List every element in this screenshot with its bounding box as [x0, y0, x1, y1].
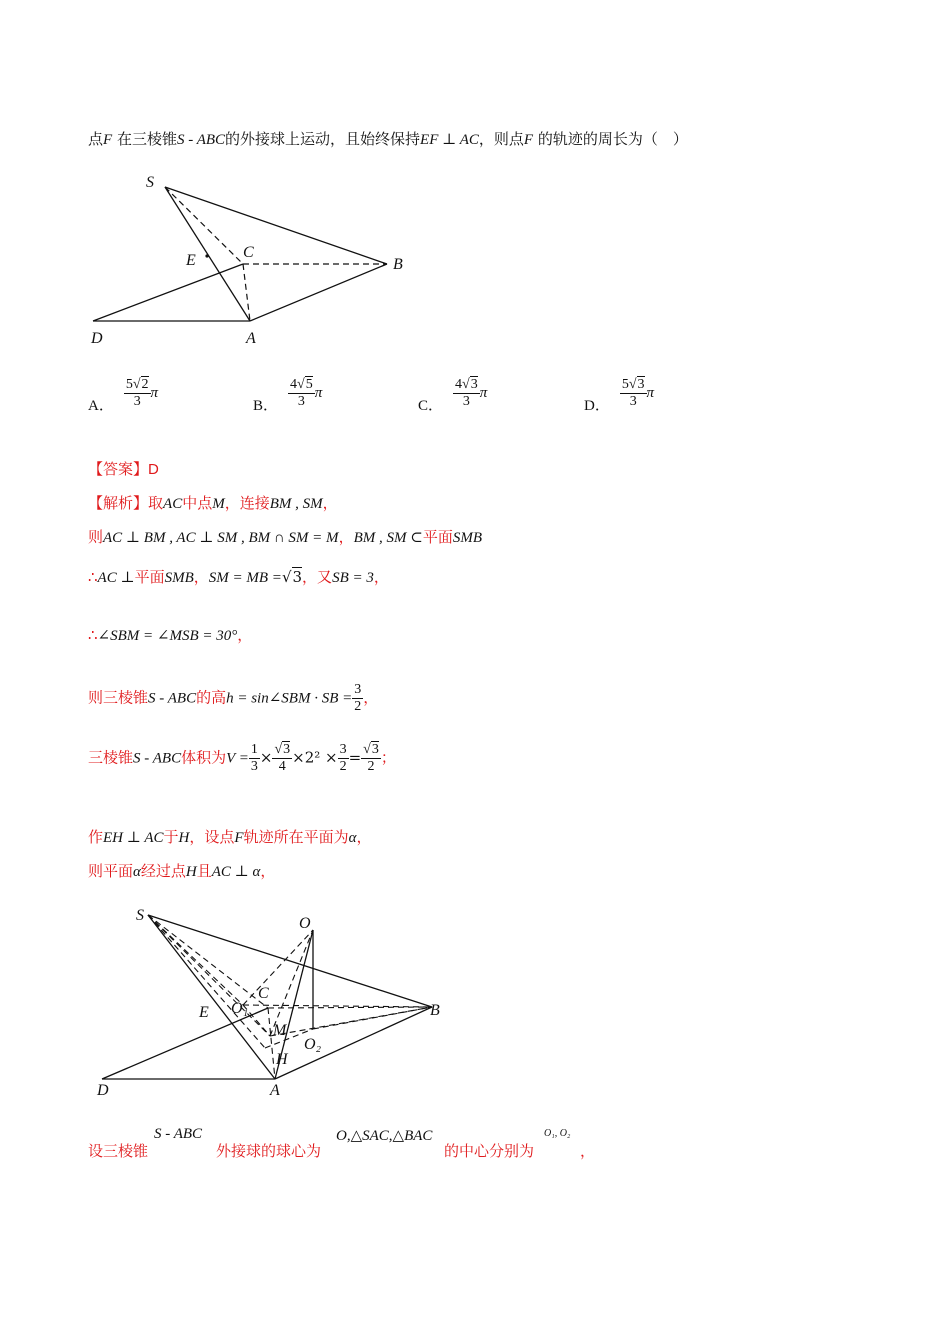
point-E — [205, 254, 208, 257]
figure-1-pyramid — [80, 165, 440, 355]
solution-line-1: 【解析】取AC中点M，连接BM , SM， — [88, 494, 338, 512]
label-O: O — [299, 915, 311, 932]
solution-line-3: ∴AC ⊥平面SMB，SM = MB =√3，又SB = 3， — [88, 568, 389, 586]
option-b[interactable]: B． $\frac{4√5}{3}$ π — [253, 377, 323, 414]
option-d-fraction: $\frac{5√3}{3}$ — [621, 377, 645, 409]
option-a[interactable]: A． $\frac{5√2}{3}$ π — [88, 377, 159, 414]
label-S: S — [146, 174, 154, 191]
label-O1: O₁ — [231, 1000, 249, 1017]
figure-2-pyramid-sphere — [80, 900, 470, 1105]
label-O2: O₂ — [304, 1036, 322, 1053]
answer-value: D — [148, 461, 159, 478]
label-E: E — [199, 1004, 209, 1021]
label-C: C — [258, 985, 269, 1002]
edge-SA — [148, 915, 275, 1079]
edge-DC — [93, 264, 243, 321]
question-line: 点F 在三棱锥S - ABC的外接球上运动，且始终保持EF ⊥ AC，则点F 的轨迹的周长为（ ） — [88, 130, 688, 148]
edge-SA — [165, 187, 250, 321]
solution-line-7: 作EH ⊥ AC于H，设点F轨迹所在平面为α， — [88, 828, 372, 846]
solution-line-2: 则AC ⊥ BM , AC ⊥ SM , BM ∩ SM = M，BM , SM ⊂平面SMB — [88, 528, 482, 546]
answer-line: 【答案】D — [88, 460, 159, 478]
edge-SB — [165, 187, 387, 264]
label-B: B — [430, 1002, 440, 1019]
label-D: D — [91, 330, 103, 347]
edge-SC — [165, 187, 243, 264]
label-D: D — [97, 1082, 109, 1099]
option-a-fraction: $\frac{5√2}{3}$ — [125, 377, 149, 409]
solution-line-5: 则三棱锥S - ABC的高h = sin∠SBM · SB = $\frac{3}{2}$ ， — [88, 682, 379, 714]
label-A: A — [246, 330, 256, 347]
label-C: C — [243, 244, 254, 261]
solution-line-8: 则平面α经过点H且AC ⊥ α， — [88, 862, 276, 880]
label-E: E — [186, 252, 196, 269]
solution-line-6: 三棱锥S - ABC体积为V = $\frac{1}{3}$ × $\frac{√3}{4}$ ×2² × $\frac{3}{2}$ = $\frac{√3}{2}$ ； — [88, 742, 396, 774]
option-d[interactable]: D． $\frac{5√3}{3}$ π — [584, 377, 655, 414]
height-fraction: $\frac{3}{2}$ — [354, 682, 362, 714]
edge-DC — [102, 1008, 268, 1079]
var-F: F — [103, 132, 113, 148]
label-M: M — [273, 1022, 287, 1039]
label-A: A — [270, 1082, 280, 1099]
option-c[interactable]: C． $\frac{4√3}{3}$ π — [418, 377, 488, 414]
option-b-fraction: $\frac{4√5}{3}$ — [290, 377, 313, 409]
option-c-fraction: $\frac{4√3}{3}$ — [455, 377, 478, 409]
edge-AB — [275, 1007, 432, 1079]
label-S: S — [136, 907, 144, 924]
edge-AB — [250, 264, 387, 321]
label-B: B — [393, 256, 403, 273]
edge-SB — [148, 915, 432, 1007]
label-H: H — [276, 1051, 288, 1068]
solution-line-4: ∴∠SBM = ∠MSB = 30°， — [88, 626, 253, 644]
